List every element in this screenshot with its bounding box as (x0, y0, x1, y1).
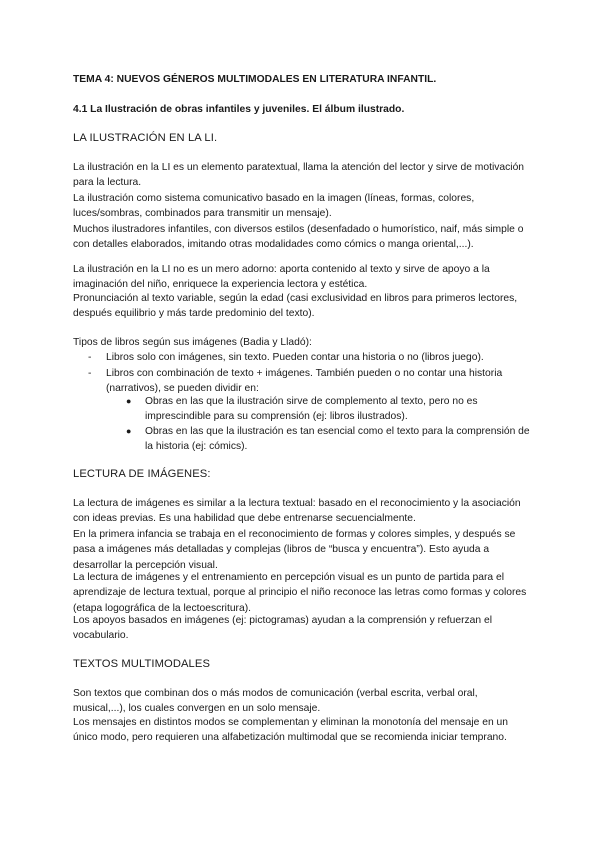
list-item-text: Libros solo con imágenes, sin texto. Pueden contar una historia o no (libros juego). (106, 352, 484, 363)
types-intro: Tipos de libros según sus imágenes (Badia y Lladó): (73, 337, 312, 348)
bullet-icon: ● (126, 426, 132, 436)
paragraph-lectura-3: La lectura de imágenes y el entrenamiento en percepción visual es un punto de partida para el aprendizaje de lectura textual, porque al principio el niño reconoce las letras como formas y colores (etapa logográfica de la lectoescritura). (73, 572, 527, 614)
paragraph-lectura-1: La lectura de imágenes es similar a la lectura textual: basado en el reconocimiento y la asociación con ideas previas. Es una habilidad que debe entrenarse secuencialmente. (73, 498, 521, 525)
paragraph-ilustracion-2: La ilustración como sistema comunicativo basado en la imagen (líneas, formas, colores, luces/sombras, combinados para transmitir un mensaje). (73, 193, 475, 220)
heading-textos-multimodales: TEXTOS MULTIMODALES (73, 658, 211, 670)
list-item-text: Obras en las que la ilustración es tan esencial como el texto para la comprensión de la historia (ej: cómics). (145, 426, 530, 453)
paragraph-lectura-4: Los apoyos basados en imágenes (ej: pictogramas) ayudan a la comprensión y refuerzan el vocabulario. (73, 615, 492, 642)
paragraph-lectura-2: En la primera infancia se trabaja en el reconocimiento de formas y colores simples, y después se pasa a imágenes más detalladas y complejas (libros de “busca y encuentra”). Esto ayuda a desarrollar la percepción visual. (73, 529, 516, 571)
page-title: TEMA 4: NUEVOS GÉNEROS MULTIMODALES EN LITERATURA INFANTIL. (73, 74, 437, 85)
paragraph-multimodal-1: Son textos que combinan dos o más modos de comunicación (verbal escrita, verbal oral, musical,...), los cuales convergen en un solo mensaje. (73, 688, 478, 715)
paragraph-ilustracion-4: La ilustración en la LI no es un mero adorno: aporta contenido al texto y sirve de apoyo a la imaginación del niño, enriquece la experiencia lectora y estética. (73, 264, 490, 291)
list-item-text: Obras en las que la ilustración sirve de complemento al texto, pero no es imprescindible para su comprensión (ej: libros ilustrados). (145, 396, 478, 423)
paragraph-multimodal-2: Los mensajes en distintos modos se complementan y eliminan la monotonía del mensaje en un único modo, pero requieren una alfabetización multimodal que se recomienda iniciar temprano. (73, 717, 509, 744)
heading-lectura-imagenes: LECTURA DE IMÁGENES: (73, 468, 211, 480)
section-subtitle: 4.1 La Ilustración de obras infantiles y juveniles. El álbum ilustrado. (73, 104, 405, 115)
heading-ilustracion: LA ILUSTRACIÓN EN LA LI. (73, 132, 218, 144)
paragraph-ilustracion-1: La ilustración en la LI es un elemento paratextual, llama la atención del lector y sirve de motivación para la lectura. (73, 162, 525, 189)
list-item-text: Libros con combinación de texto + imágenes. También pueden o no contar una historia (narrativos), se pueden dividir en: (106, 368, 503, 395)
paragraph-ilustracion-3: Muchos ilustradores infantiles, con diversos estilos (desenfadado o humorístico, naif, más simple o con detalles elaborados, imitando otras modalidades como cómics o manga oriental,...). (73, 224, 524, 251)
dash-marker: - (88, 368, 92, 379)
dash-marker: - (88, 352, 92, 363)
paragraph-ilustracion-5: Pronunciación al texto variable, según la edad (casi exclusividad en libros para primeros lectores, después equilibrio y más tarde predominio del texto). (73, 293, 518, 320)
bullet-icon: ● (126, 396, 132, 406)
